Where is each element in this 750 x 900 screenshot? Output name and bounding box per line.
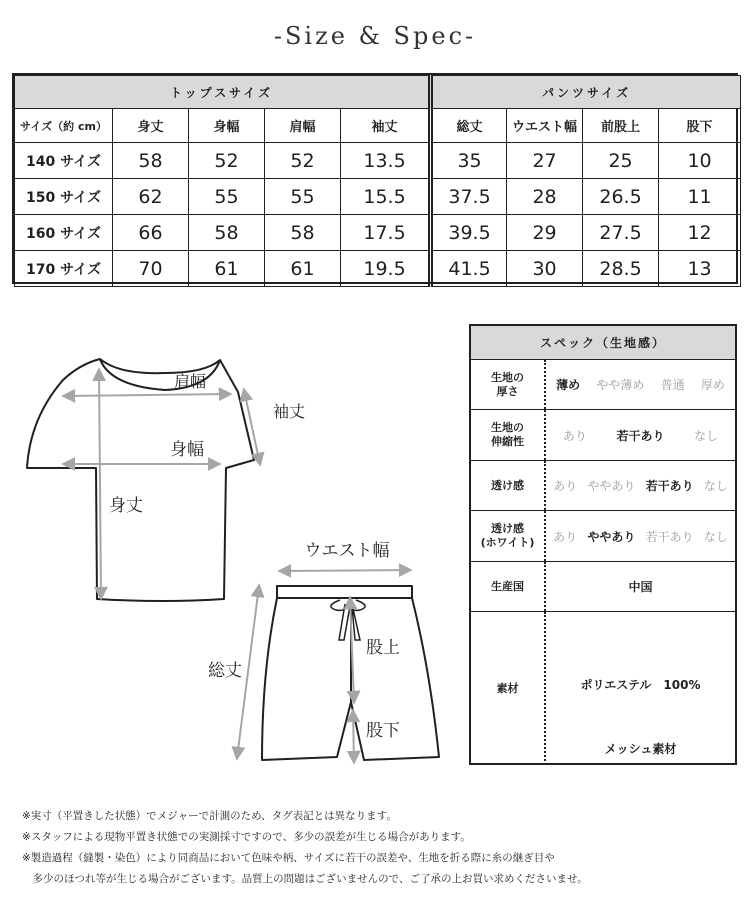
table-cell: 15.5 [341, 179, 431, 215]
option: なし [703, 479, 728, 493]
table-cell: 10 [659, 143, 741, 179]
material-cell [546, 612, 735, 765]
column-header: 股下 [659, 109, 741, 143]
table-cell: 28 [507, 179, 583, 215]
table-cell: 55 [189, 179, 265, 215]
table-cell: 28.5 [583, 251, 659, 287]
table-cell: 61 [265, 251, 341, 287]
total-length-label: 総丈 [208, 661, 242, 681]
size-label: 140 サイズ [15, 143, 113, 179]
table-cell: 39.5 [431, 215, 507, 251]
option-selected: 若干あり [645, 479, 694, 493]
option-selected: 薄め [556, 378, 581, 392]
column-header: 総丈 [431, 109, 507, 143]
option: ややあり [587, 479, 636, 493]
option: あり [562, 428, 587, 443]
table-row [15, 251, 741, 287]
note-line: 多少のほつれ等が生じる場合がございます。品質上の問題はございませんので、ご了承の上お買い求めくださいませ。 [22, 873, 588, 885]
shoulder-label: 肩幅 [173, 372, 207, 391]
column-header: 前股上 [583, 109, 659, 143]
size-unit-header: サイズ（約 cm） [15, 109, 113, 143]
table-cell: 41.5 [431, 251, 507, 287]
width-label: 身幅 [170, 440, 204, 460]
spec-row-material [471, 612, 735, 765]
table-cell: 11 [659, 179, 741, 215]
column-header: 身幅 [189, 109, 265, 143]
table-cell: 61 [189, 251, 265, 287]
table-cell: 58 [113, 143, 189, 179]
option-selected: 若干あり [616, 428, 665, 443]
option: 若干あり [645, 529, 694, 544]
spec-options [546, 461, 735, 510]
option: なし [703, 529, 728, 544]
table-cell: 58 [189, 215, 265, 251]
table-cell: 35 [431, 143, 507, 179]
table-cell: 27 [507, 143, 583, 179]
note-line: ※スタッフによる現物平置き状態での実測採寸ですので、多少の誤差が生じる場合があります。 [22, 831, 471, 843]
sleeve-label: 袖丈 [272, 402, 306, 421]
note-line: ※製造過程（縫製・染色）により同商品において色味や柄、サイズに若干の誤差や、生地を折る際に糸の継ぎ目や [22, 852, 555, 864]
table-cell: 29 [507, 215, 583, 251]
tops-size-header: トップスサイズ [15, 76, 431, 109]
spec-label: 透け感 (ホワイト) [471, 511, 546, 561]
page-title: -Size & Spec- [273, 22, 477, 50]
table-cell: 13 [659, 251, 741, 287]
spec-label: 生産国 [471, 562, 546, 611]
table-cell: 17.5 [341, 215, 431, 251]
material-value: ポリエステル 100% [580, 678, 701, 692]
garment-illustration [0, 300, 465, 780]
size-label: 170 サイズ [15, 251, 113, 287]
table-cell: 70 [113, 251, 189, 287]
table-cell: 52 [265, 143, 341, 179]
spec-row-origin [471, 562, 735, 612]
column-header: 肩幅 [265, 109, 341, 143]
length-label: 身丈 [109, 496, 143, 516]
spec-row-sheerness [471, 461, 735, 511]
table-cell: 62 [113, 179, 189, 215]
spec-label: 素材 [471, 612, 546, 765]
note-line: ※実寸（平置きした状態）でメジャーで計測のため、タグ表記とは異なります。 [22, 810, 397, 822]
option: やや薄め [596, 378, 645, 392]
spec-label: 生地の 伸縮性 [471, 410, 546, 460]
option: あり [553, 479, 578, 493]
rise-label: 股上 [366, 638, 400, 658]
column-header: ウエスト幅 [507, 109, 583, 143]
table-cell: 55 [265, 179, 341, 215]
spec-options [546, 360, 735, 409]
table-row [15, 143, 741, 179]
spec-label: 透け感 [471, 461, 546, 510]
table-cell: 25 [583, 143, 659, 179]
drawstring-icon [331, 600, 365, 640]
notes [22, 806, 588, 890]
table-cell: 27.5 [583, 215, 659, 251]
table-cell: 66 [113, 215, 189, 251]
table-cell: 37.5 [431, 179, 507, 215]
origin-value: 中国 [628, 580, 653, 594]
spec-label: 生地の 厚さ [471, 360, 546, 409]
spec-row-sheerness-white [471, 511, 735, 562]
spec-table [469, 324, 737, 765]
table-cell: 52 [189, 143, 265, 179]
pants-size-header: パンツサイズ [431, 76, 741, 109]
size-label: 160 サイズ [15, 215, 113, 251]
size-table [12, 73, 738, 284]
spec-header: スペック（生地感） [471, 326, 735, 360]
table-row [15, 215, 741, 251]
option: 厚め [700, 378, 725, 392]
spec-row-thickness [471, 360, 735, 410]
table-cell: 58 [265, 215, 341, 251]
size-label: 150 サイズ [15, 179, 113, 215]
spec-options [546, 511, 735, 561]
table-cell: 30 [507, 251, 583, 287]
option: あり [553, 529, 578, 544]
option-selected: ややあり [587, 529, 636, 544]
option: 普通 [660, 378, 685, 392]
column-header: 袖丈 [341, 109, 431, 143]
material-note: メッシュ素材 [604, 742, 677, 756]
table-cell: 19.5 [341, 251, 431, 287]
table-cell: 26.5 [583, 179, 659, 215]
inseam-label: 股下 [366, 721, 400, 741]
spec-row-stretch [471, 410, 735, 461]
table-row [15, 179, 741, 215]
spec-options [546, 410, 735, 460]
table-cell: 13.5 [341, 143, 431, 179]
waist-label: ウエスト幅 [304, 541, 390, 561]
table-cell: 12 [659, 215, 741, 251]
option: なし [694, 428, 719, 443]
column-header: 身丈 [113, 109, 189, 143]
